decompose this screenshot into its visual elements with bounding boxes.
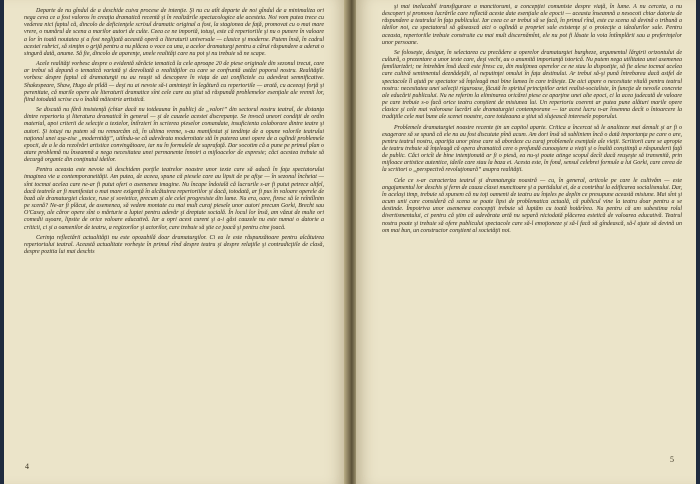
- paragraph: şi mai inelucabil transfigurare a mancitorumi, a concepţiei comuniste despre viaţă, în lume. A nu cerceta, a nu descoperi şi promova lucrările care reflectă aceste date esenţiale ale epocii — aceasta înseamnă a nesocoti chiar datoria de răspundere a teatrului în faţa publicului. Iar ceea ce ar trebui să se facă, în primul rînd, este ca scena să devină o tribună a ideilor noi, ca spectatorul să găsească aici o oglindă a propriei sale existenţe şi o proiecţie a idealurilor sale. Pentru aceasta, repertoriile trebuie construite cu mai mult discernămînt, ele nu pot fi lăsate la voia întîmplării sau a preferinţelor unor persoane.: [382, 4, 682, 46]
- paragraph: Se discută nu fără insistenţă (chiar dacă nu totdeauna în public) de „valori” din sectorul nostru teatral, de distanţa dintre repertoriu şi literatura dramatică în general — şi de cauzele acestei discrepanţe. Se invocă uneori condiţii de ordin material, apoi criterii de selecţie a textelor, întîrzieri în scrierea pieselor comandate, insuficienta colaborare dintre teatre şi autori. Şi totuşi nu putem să nu remarcăm că, în ultima vreme, s-au manifestat şi tendinţe de a opune valorile teatrului naţional unei aşa-zise „modernităţi”, uitîndu-se că adevărata modernitate stă în puterea unei opere de a oglindi problemele epocii, de a le da rezolvări artistice convingătoare, iar nu în formulele de suprafaţă. Dar socotim că a pune pe primul plan o atare problemă nu înseamnă a nega necesitatea unei permanente înnoiri a mijloacelor de expresie; căci acestea trebuie să decurgă organic din conţinutul ideilor.: [24, 107, 324, 164]
- book-spread: [4, 0, 696, 484]
- paragraph: Cerinţa reflectării actualităţii nu este opozabilă doar dramaturgilor. Ci ea le este răspunzătoare pentru alcătuirea repertoriului teatral. Această actualitate vorbeşte în primul rînd despre teatru şi despre relaţiile şi contradicţiile de clasă, despre pozitia lui mai deschis: [24, 234, 324, 255]
- page-number: 4: [25, 462, 29, 471]
- page-number: 5: [670, 455, 674, 464]
- paragraph: Se foloseşte, desigur, în selectarea cu precădere a operelor dramaturgiei burgheze, argumentul lărgirii orizontului de cultură, o prezentare a unor texte care, deşi vechi, au o anumită importanţă istorică. Nu putem nega utilitatea unei asemenea familiarizări; ne întrebăm însă dacă este firesc ca, din mulţimea operelor ce ne stau la dispoziţie, să fie alese tocmai acelea care cultivă sentimentul deznădejdii, al neputinţei omului în faţa destinului. Ar trebui să-şi pună întrebarea dacă astfel de spectacole îl ajută pe spectator să înţeleagă mai bine lumea în care trăieşte. De aici apare o necesitate vitală pentru teatrul nostru: necesitatea unei selecţii riguroase, făcută în spiritul principiilor artei realist-socialiste, în funcţie de nevoile concrete ale educării publicului. Nu ne referim la eliminarea oricărei piese ce aparţine unei alte epoci, ci la acea judecată de valoare pe care trebuie s-o facă orice teatru conştient de misiunea lui. Un repertoriu coerent ar putea pune alături marile opere clasice şi cele mai valoroase lucrări ale dramaturgiei contemporane — iar acest lucru n-ar însemna decît o întoarcere la tradiţiile cele mai bune ale scenei noastre, care totdeauna a ştiut să slujească interesele poporului.: [382, 49, 682, 121]
- left-page: [4, 0, 346, 484]
- paragraph: Departe de nu gîndul de a deschide cuiva procese de intenţie. Şi nu cu atît departe de noi gîndul de a minimaliza ori nega ceva ce a fost valoros în creaţia dramatică recentă şi în realizările spectacologice ale acesteia. Noi vom putea trece cu vederea nici faptul că, dincolo de deficienţele scrisul dramatic original a fost, la stagionea de faţă, promovat cu o mai mare vrere, o numărul de scena a marilor autori de culte. Ceea ce ne importă, totuşi, este că repertoriile şi nu o punere în valoare a lor în toată noutatea şi a fost neglijată această operă a literaturii universale — clasice şi moderne. Putem însă, în cadrul acestei rubrici, să simţim o grijă pentru a nu plăcea o voce ca una, a acelor dramaturgi pentru a cărui răspundere a aderat o singură dată, anume. Să fie, dincolo de aparenţe, unele realităţi care nu pot şi nu trebuie să ne scape.: [24, 8, 324, 57]
- right-page: [356, 0, 696, 484]
- paragraph: Pentru aceasta este nevoie să deschidem porţile teatrelor noastre unor texte care să aducă în faţa spectatorului imaginea vie a contemporaneităţii. Am putea, de aceea, spune că piesele care au lipsit de pe afişe — în sezonul încheiat — sînt tocmai acelea care ne-ar fi putut oferi o asemenea imagine. Nu încape îndoială că lucrurile s-ar fi putut petrece altfel, dacă teatrele ar fi manifestat o mai mare exigenţă în alcătuirea repertoriilor şi dacă, totodată, ar fi pus în valoare operele de bază ale dramaturgiei clasice, ruse şi sovietice, precum şi ale celei progresiste din lume. Nu era, oare, firesc să le reîntîlnim pe scenă? Ne-ar fi plăcut, de asemenea, să vedem montate cu mai mult curaj piesele unor autori precum Gorki, Brecht sau O'Casey, ale căror opere sînt o mărturie a luptei pentru adevăr şi dreptate socială. În locul lor însă, am văzut de multe ori comedii uşoare, lipsite de orice valoare educativă. Iar a opri acest curent şi a-i găsi cauzele nu este numai o datorie a criticii, ci şi a oamenilor de teatru, a regizorilor şi actorilor, care trebuie să ştie ce joacă şi pentru cine joacă.: [24, 167, 324, 231]
- paragraph: Acele realităţi vorbesc despre o evidentă sărăcie tematică la cele aproape 20 de piese originale din sezonul trecut, care ar trebui să depună o tematică variată şi dezvoltată a realităţilor cu care se confruntă astăzi poporul nostru. Realităţile vorbesc despre faptul că dramaturgii nu au reuşit să descopere în viaţa de azi conflictele cu adevărat semnificative. Shakespeare, Shaw, Hugo de pildă — deşi nu ai nevoie să-i aminteşti în legătură cu repertoriile — arată, cu aceeaşi forţă şi perenitate, că marile opere ale literaturii dramatice sînt cele care au ştiut să răspundă problemelor esenţiale ale vremii lor, fiind totodată scrise cu o înaltă măiestrie artistică.: [24, 61, 324, 103]
- left-page-text: [24, 8, 324, 256]
- paragraph: Cele ce s-ar caracteriza teatrul şi dramaturgia noastră — cu, în general, articole pe care le cultivăm — este angajamentul lor deschis şi ferm de cauza clasei muncitoare şi a partidului ei, de a contribui la edificarea socialismului. Dar, în acelaşi timp, trebuie să spunem că nu toţi oamenii de teatru au înţeles pe deplin ce presupune această misiune. Mai sînt şi acum unii care consideră că scena se poate lipsi de problematica actuală, că publicul vine la teatru doar pentru a se destinde. Împotriva unor asemenea concepţii trebuie să luptăm cu toată hotărîrea. Nu pentru că am subestima rolul divertismentului, ci pentru că ştim că adevărata artă nu separă niciodată plăcerea estetică de valoarea educativă. Teatrul nostru poate şi trebuie să ofere publicului spectacole care să-l emoţioneze şi să-l facă să gîndească, să-l ajute să devină un om mai bun, un constructor conştient al societăţii noi.: [382, 177, 682, 234]
- right-page-text: [382, 4, 682, 235]
- paragraph: Problemele dramaturgiei noastre recente ţin un capitol aparte. Critica a încercat să le analizeze mai demult şi ar fi o exagerare să se spună că ele nu au fost discutate pînă acum. Am dori însă să subliniem încă o dată importanţa pe care o are, pentru teatrul nostru, apariţia unor piese care să abordeze cu curaj problemele esenţiale ale vieţii. Scriitorii care se apropie de teatru trebuie să înţeleagă că opera dramatică cere o profundă cunoaştere a vieţii şi o înaltă conştiinţă a răspunderii faţă de public. Căci oricît de bine intenţionată ar fi o piesă, ea nu-şi poate atinge scopul decît dacă reuşeşte să transmită, prin mijloace artistice autentice, ideile care stau la baza ei. Acesta este, în fond, sensul celebrei formule a lui Gorki, care cerea de la scriitori o „perspectivă revoluţionară” asupra realităţii.: [382, 124, 682, 174]
